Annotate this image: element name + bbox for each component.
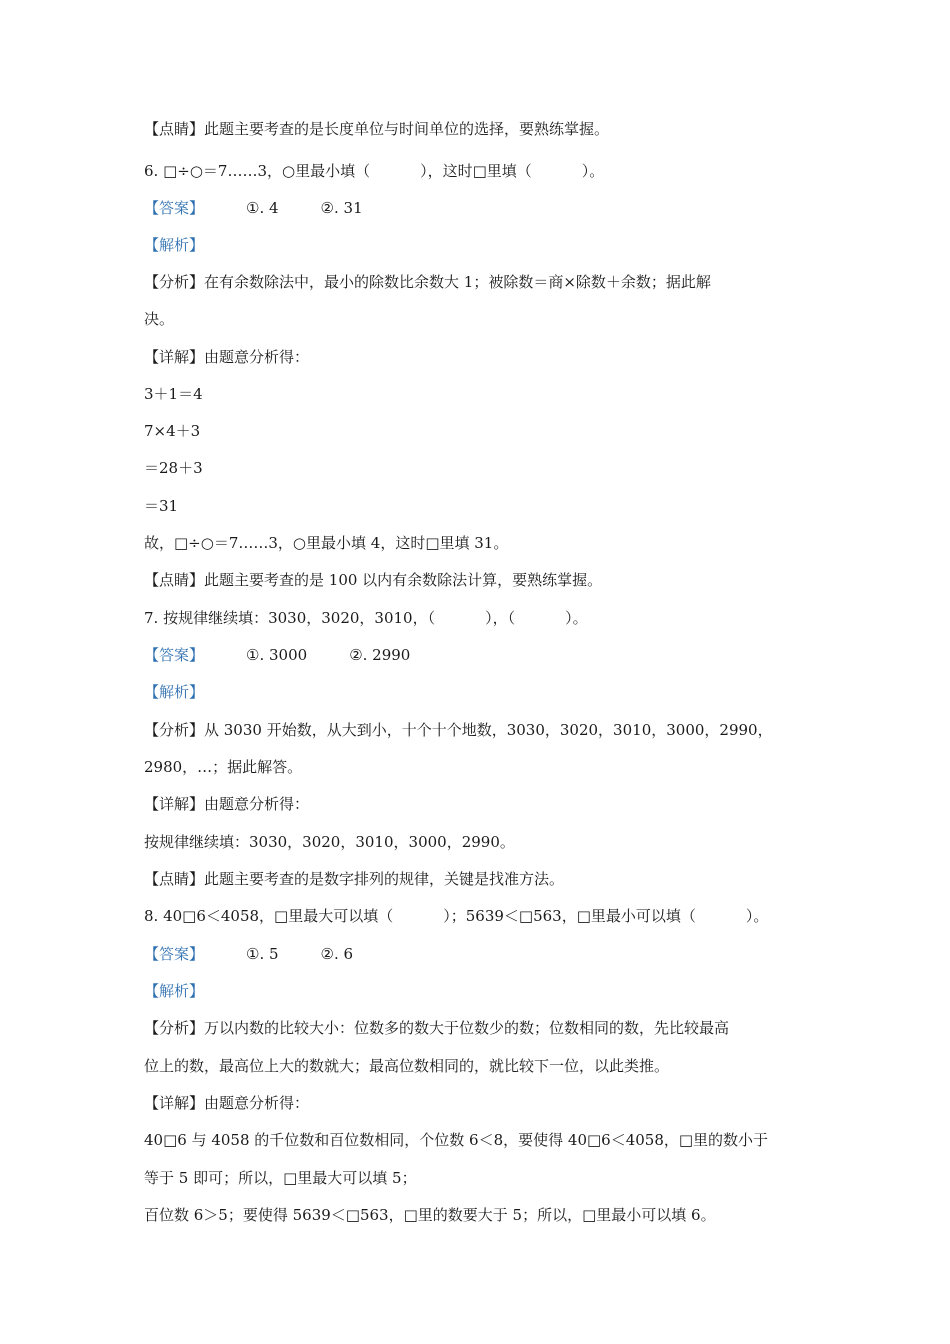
q6-calc-1: 3＋1＝4 bbox=[144, 385, 203, 403]
q7-stem bbox=[144, 607, 588, 629]
q6-note: 【点睛】此题主要考查的是 100 以内有余数除法计算，要熟练掌握。 bbox=[144, 571, 603, 589]
q8-detail-2: 等于 5 即可；所以，□里最大可以填 5； bbox=[144, 1169, 417, 1187]
q8-answer-1: ①. 5 bbox=[246, 945, 279, 963]
q8-answer-tag: 【答案】 bbox=[144, 945, 205, 963]
q6-fenxi-line-1: 【分析】在有余数除法中，最小的除数比余数大 1；被除数＝商×除数＋余数；据此解 bbox=[144, 273, 711, 291]
q7-note: 【点睛】此题主要考查的是数字排列的规律，关键是找准方法。 bbox=[144, 870, 565, 888]
q7-fenxi-line-2: 2980，…；据此解答。 bbox=[144, 758, 303, 776]
q7-answer bbox=[144, 644, 410, 666]
q7-analysis-tag: 【解析】 bbox=[144, 683, 205, 701]
q7-answer-tag: 【答案】 bbox=[144, 646, 205, 664]
q8-detail-3: 百位数 6＞5；要使得 5639＜□563，□里的数要大于 5；所以，□里最小可以填 6。 bbox=[144, 1206, 716, 1224]
q8-stem bbox=[144, 905, 768, 927]
q6-analysis-tag: 【解析】 bbox=[144, 236, 205, 254]
q6-answer-2: ②. 31 bbox=[320, 199, 363, 217]
q8-fenxi-line-2: 位上的数，最高位上大的数就大；最高位数相同的，就比较下一位，以此类推。 bbox=[144, 1057, 670, 1075]
q6-answer-1: ①. 4 bbox=[246, 199, 279, 217]
q8-answer bbox=[144, 943, 353, 965]
q8-detail-head: 【详解】由题意分析得： bbox=[144, 1094, 310, 1112]
q7-detail-1: 按规律继续填：3030，3020，3010，3000，2990。 bbox=[144, 833, 515, 851]
q6-stem-part-c: ）。 bbox=[581, 162, 605, 180]
q7-fenxi-line-1: 【分析】从 3030 开始数，从大到小，十个十个地数，3030，3020，3010，3000，2990， bbox=[144, 721, 773, 739]
q6-calc-2: 7×4＋3 bbox=[144, 422, 201, 440]
q7-stem-part-a: 7. 按规律继续填：3030，3020，3010，（ bbox=[144, 609, 436, 627]
q8-stem-part-c: ）。 bbox=[745, 907, 769, 925]
q6-conclusion: 故，□÷○＝7……3，○里最小填 4，这时□里填 31。 bbox=[144, 534, 509, 552]
q7-answer-1: ①. 3000 bbox=[246, 646, 308, 664]
q6-answer bbox=[144, 197, 363, 219]
q6-calc-3: ＝28＋3 bbox=[144, 459, 203, 477]
q6-stem bbox=[144, 160, 604, 182]
q6-calc-4: ＝31 bbox=[144, 497, 179, 515]
q7-stem-part-c: ）。 bbox=[565, 609, 588, 627]
q8-analysis-tag: 【解析】 bbox=[144, 982, 205, 1000]
q6-answer-tag: 【答案】 bbox=[144, 199, 205, 217]
q7-detail-head: 【详解】由题意分析得： bbox=[144, 795, 310, 813]
q6-fenxi-line-2: 决。 bbox=[144, 310, 175, 328]
q8-answer-2: ②. 6 bbox=[320, 945, 354, 963]
q6-stem-part-b: ），这时□里填（ bbox=[420, 162, 532, 180]
q8-stem-part-a: 8. 40□6＜4058，□里最大可以填（ bbox=[144, 907, 394, 925]
q7-answer-2: ②. 2990 bbox=[349, 646, 411, 664]
q7-stem-part-b: ），（ bbox=[485, 609, 516, 627]
q8-fenxi-line-1: 【分析】万以内数的比较大小：位数多的数大于位数少的数；位数相同的数，先比较最高 bbox=[144, 1019, 730, 1037]
q8-detail-1: 40□6 与 4058 的千位数和百位数相同，个位数 6＜8，要使得 40□6＜4058，□里的数小于 bbox=[144, 1131, 769, 1149]
q6-detail-head: 【详解】由题意分析得： bbox=[144, 348, 310, 366]
q6-stem-part-a: 6. □÷○＝7……3，○里最小填（ bbox=[144, 162, 371, 180]
q8-stem-part-b: ）；5639＜□563，□里最小可以填（ bbox=[443, 907, 696, 925]
q5-note: 【点睛】此题主要考查的是长度单位与时间单位的选择，要熟练掌握。 bbox=[144, 120, 610, 138]
